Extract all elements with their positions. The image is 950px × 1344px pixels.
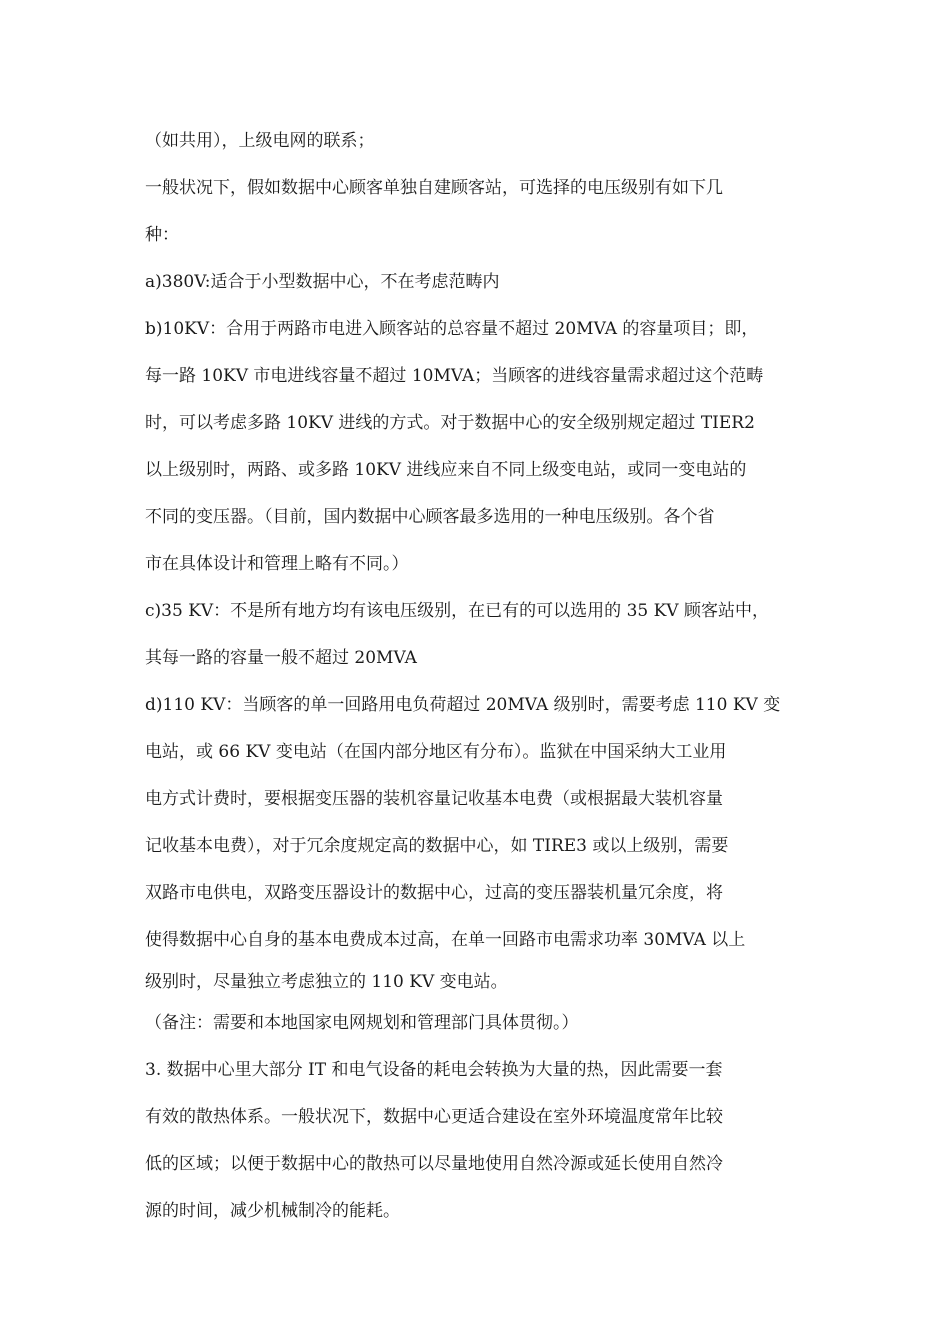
text-line: 使得数据中心自身的基本电费成本过高，在单一回路市电需求功率 30MVA 以上 xyxy=(145,930,746,950)
text-line: 每一路 10KV 市电进线容量不超过 10MVA；当顾客的进线容量需求超过这个范畴 xyxy=(145,366,764,386)
document-body xyxy=(145,118,825,1235)
text-line: 时，可以考虑多路 10KV 进线的方式。对于数据中心的安全级别规定超过 TIER2 xyxy=(145,413,755,433)
text-line: （如共用），上级电网的联系； xyxy=(145,131,375,151)
text-line: a)380V:适合于小型数据中心，不在考虑范畴内 xyxy=(145,272,500,292)
text-line: 级别时，尽量独立考虑独立的 110 KV 变电站。 xyxy=(145,972,508,992)
text-line: 有效的散热体系。一般状况下，数据中心更适合建设在室外环境温度常年比较 xyxy=(145,1107,723,1127)
text-line: 3. 数据中心里大部分 IT 和电气设备的耗电会转换为大量的热，因此需要一套 xyxy=(145,1060,723,1080)
text-line: 电站，或 66 KV 变电站（在国内部分地区有分布）。监狱在中国采纳大工业用 xyxy=(145,742,727,762)
text-line: 种： xyxy=(145,225,179,245)
text-line: c)35 KV：不是所有地方均有该电压级别，在已有的可以选用的 35 KV 顾客站中， xyxy=(145,601,769,621)
text-line: d)110 KV：当顾客的单一回路用电负荷超过 20MVA 级别时，需要考虑 110 KV 变 xyxy=(145,695,781,715)
text-line: 电方式计费时，要根据变压器的装机容量记收基本电费（或根据最大装机容量 xyxy=(145,789,723,809)
text-line: 双路市电供电，双路变压器设计的数据中心，过高的变压器装机量冗余度，将 xyxy=(145,883,723,903)
text-line: 低的区域；以便于数据中心的散热可以尽量地使用自然冷源或延长使用自然冷 xyxy=(145,1154,723,1174)
text-line: 以上级别时，两路、或多路 10KV 进线应来自不同上级变电站，或同一变电站的 xyxy=(145,460,747,480)
text-line: 一般状况下，假如数据中心顾客单独自建顾客站，可选择的电压级别有如下几 xyxy=(145,178,723,198)
text-line: 不同的变压器。（目前，国内数据中心顾客最多选用的一种电压级别。各个省 xyxy=(145,507,715,527)
text-line: b)10KV：合用于两路市电进入顾客站的总容量不超过 20MVA 的容量项目；即， xyxy=(145,319,759,339)
text-line: 市在具体设计和管理上略有不同。） xyxy=(145,554,409,574)
note-line: （备注：需要和本地国家电网规划和管理部门具体贯彻。） xyxy=(145,1013,579,1033)
text-line: 源的时间，减少机械制冷的能耗。 xyxy=(145,1201,400,1221)
text-line: 其每一路的容量一般不超过 20MVA xyxy=(145,648,417,668)
text-line: 记收基本电费），对于冗余度规定高的数据中心，如 TIRE3 或以上级别，需要 xyxy=(145,836,729,856)
